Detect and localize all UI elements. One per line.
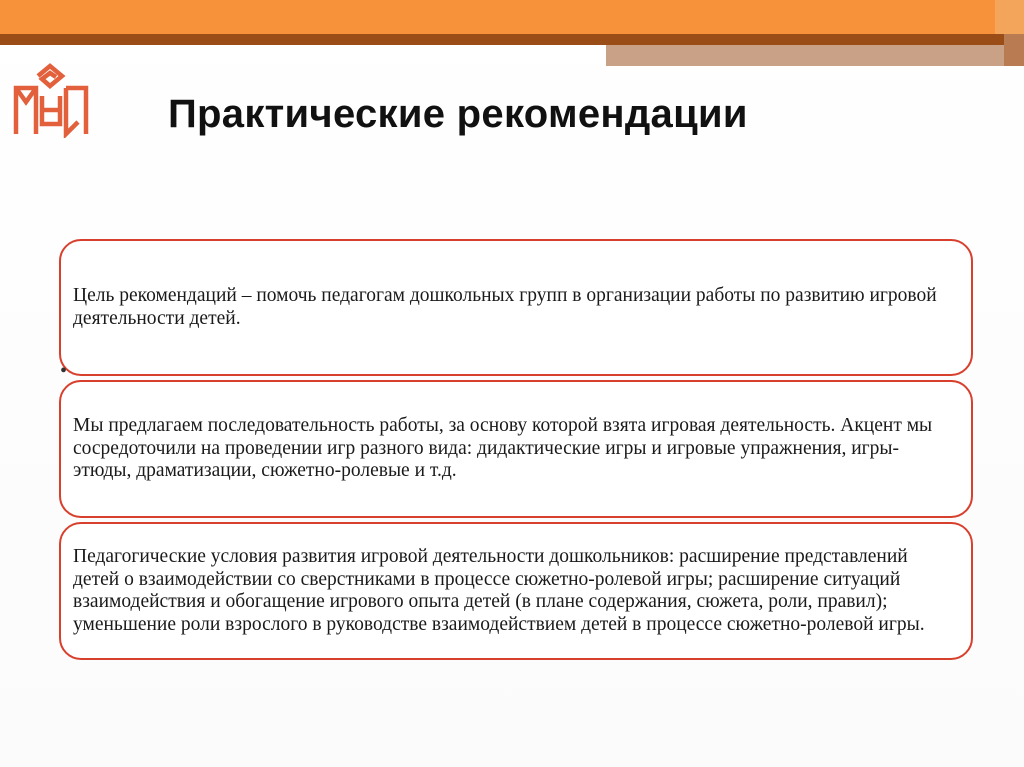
recommendation-card-conditions (59, 522, 973, 660)
header-band-orange (0, 0, 1024, 34)
card-text: Мы предлагаем последовательность работы, за основу которой взята игровая деятельность. Акцент мы сосредоточили на проведении игр разного вида: дидактические игры и игровые упражнения, игры-этюды, драматизации, сюжетно-ролевые и т.д. (73, 415, 933, 482)
bullet-dot: • (60, 360, 68, 382)
card-text: Цель рекомендаций – помочь педагогам дошкольных групп в организации работы по развитию игровой деятельности детей. (73, 285, 937, 329)
header-band-brown (0, 34, 1024, 45)
header-band-tan (606, 45, 1024, 66)
slide-title: Практические рекомендации (168, 92, 748, 136)
recommendation-card-sequence (59, 380, 973, 518)
header-band-edge (995, 0, 1024, 34)
card-text: Педагогические условия развития игровой деятельности дошкольников: расширение представлений детей о взаимодействии со сверстниками в процессе сюжетно-ролевой игры; расширение ситуаций взаимодействия и обогащение игрового опыта детей (в плане содержания, сюжета, роли, правил); уменьшение роли взрослого в руководстве взаимодействием детей в процессе сюжетно-ролевой игры. (73, 546, 925, 635)
recommendation-card-goal (59, 239, 973, 376)
ornamental-monogram-logo-icon (12, 62, 90, 138)
header-band-edge-lower (1004, 34, 1024, 66)
